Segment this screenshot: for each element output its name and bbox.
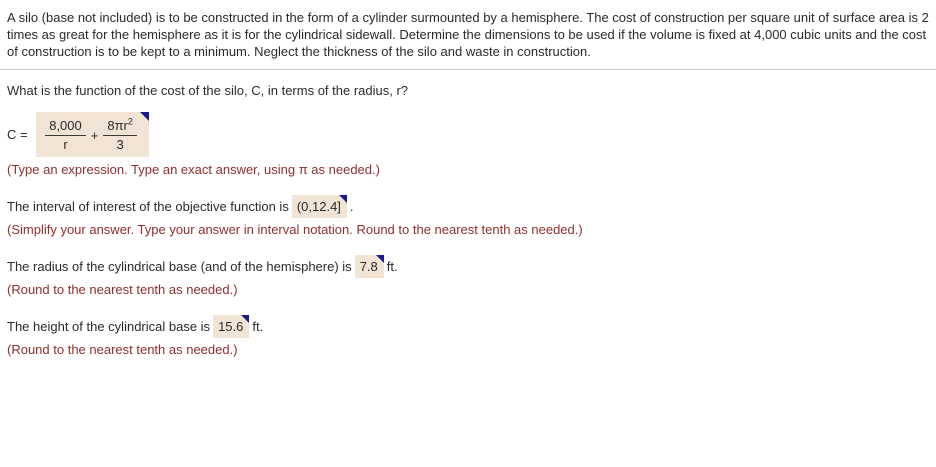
height-question-text: The height of the cylindrical base is [7, 319, 211, 334]
fraction-numerator [103, 118, 137, 136]
height-line [7, 315, 929, 338]
height-answer-value: 15.6 [218, 319, 244, 334]
numerator-base: 8πr [107, 118, 128, 133]
numerator-exponent: 2 [127, 116, 133, 127]
plus-operator: + [90, 127, 99, 143]
interval-suffix: . [349, 199, 354, 214]
correct-answer-marker-icon [241, 315, 249, 323]
height-answer-box[interactable] [213, 315, 249, 338]
correct-answer-marker-icon [376, 255, 384, 263]
fraction-denominator: r [63, 137, 68, 152]
radius-section [7, 255, 929, 298]
interval-section [7, 195, 929, 238]
fraction-first [45, 118, 86, 152]
correct-answer-marker-icon [339, 195, 347, 203]
height-unit: ft. [252, 319, 264, 334]
answer-format-hint: (Round to the nearest tenth as needed.) [7, 282, 238, 297]
answer-format-hint: (Simplify your answer. Type your answer in interval notation. Round to the nearest tenth as needed.) [7, 222, 583, 237]
problem-statement: A silo (base not included) is to be constructed in the form of a cylinder surmounted by a hemisphere. The cost of construction per square unit of surface area is 2 times as great for the hemisphere as it is for the cylindrical sidewall. Determine the dimensions to be used if the volume is fixed at 4,000 cubic units and the cost of construction is to be kept to a minimum. Neglect the thickness of the silo and waste in construction. [7, 10, 929, 59]
cost-function-row [7, 112, 929, 157]
correct-answer-marker-icon [140, 112, 149, 121]
fraction-denominator: 3 [116, 137, 124, 152]
answer-format-hint: (Round to the nearest tenth as needed.) [7, 342, 238, 357]
radius-line [7, 255, 929, 278]
radius-answer-value: 7.8 [359, 259, 378, 274]
fraction-second [103, 118, 137, 152]
section-divider [0, 69, 936, 70]
height-section [7, 315, 929, 358]
cost-function-answer-box[interactable] [36, 112, 149, 157]
answer-format-hint: (Type an expression. Type an exact answer, using π as needed.) [7, 162, 380, 177]
fraction-numerator: 8,000 [45, 118, 86, 136]
question-text: What is the function of the cost of the silo, C, in terms of the radius, r? [7, 83, 409, 98]
interval-question-text: The interval of interest of the objective function is [7, 199, 289, 214]
interval-answer-value: (0,12.4] [296, 199, 341, 214]
interval-answer-box[interactable] [292, 195, 347, 218]
interval-line [7, 195, 929, 218]
cost-function-label: C = [7, 127, 32, 142]
radius-unit: ft. [386, 259, 398, 274]
radius-question-text: The radius of the cylindrical base (and of the hemisphere) is [7, 259, 352, 274]
radius-answer-box[interactable] [355, 255, 384, 278]
